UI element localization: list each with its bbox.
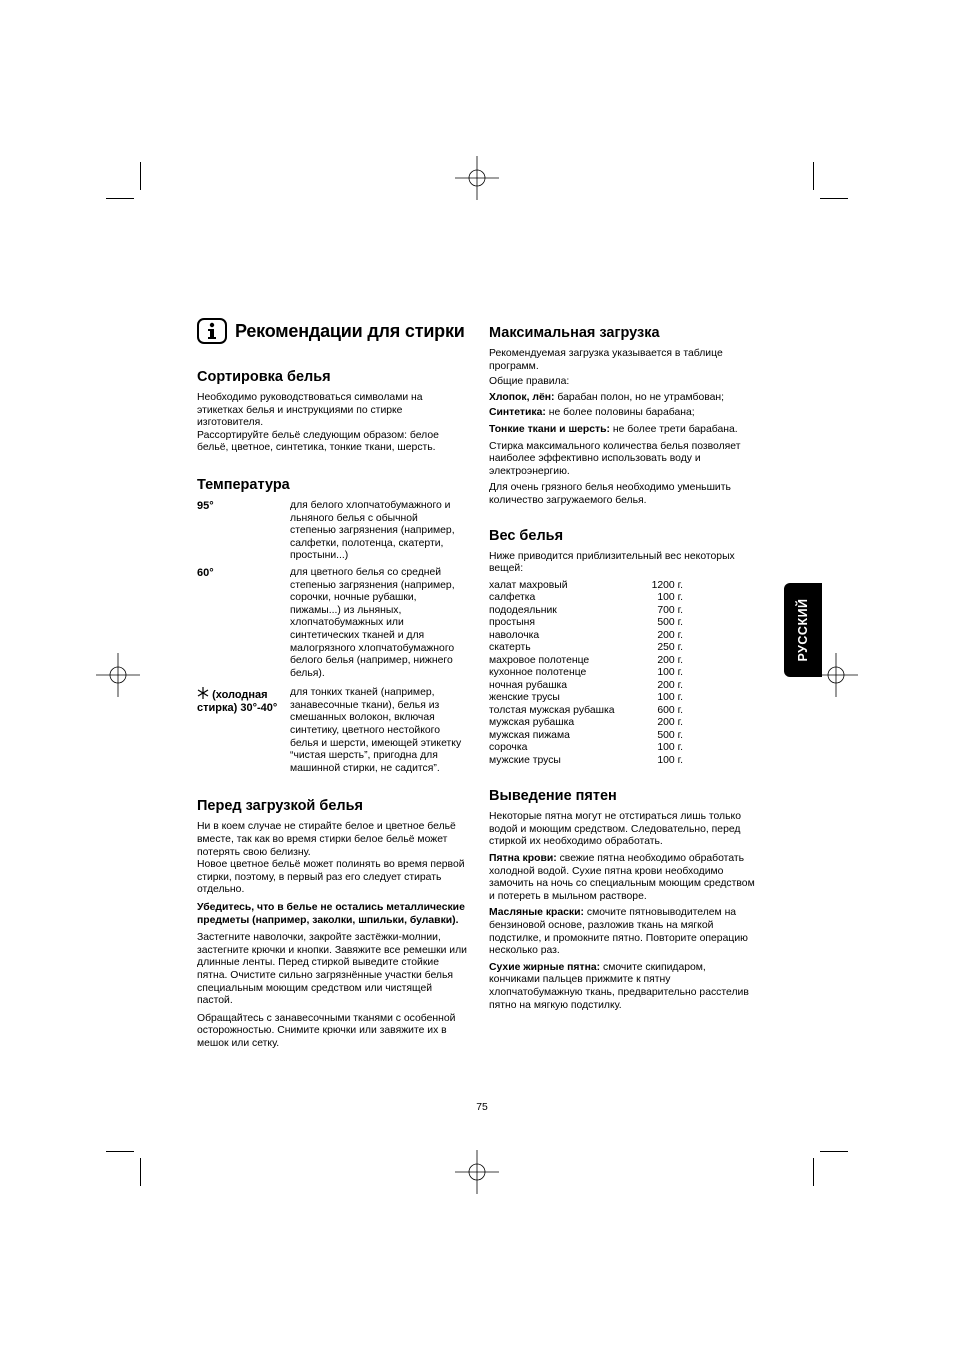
cold-wash-label: (холодная стирка) 30°-40° xyxy=(197,689,278,714)
weight-item-name: наволочка xyxy=(489,629,540,641)
stains-blood xyxy=(489,853,757,903)
weight-item-value: 500 г. xyxy=(657,729,683,741)
before-loading-paragraph: Обращайтесь с занавесочными тканями с особенной осторожностью. Снимите крючки или завяжите их в мешок или сетку. xyxy=(197,1012,456,1049)
crop-mark xyxy=(820,1151,848,1152)
weight-item-value: 200 г. xyxy=(657,717,683,729)
crop-mark xyxy=(106,1151,134,1152)
section-heading-weight: Вес белья xyxy=(489,527,564,544)
weight-item-value: 100 г. xyxy=(657,692,683,704)
weight-item-name: пододеяльник xyxy=(489,604,557,616)
language-tab-label: РУССКИЙ xyxy=(796,598,810,662)
weight-item-value: 200 г. xyxy=(657,629,683,641)
weight-row xyxy=(489,667,683,680)
stains-grease xyxy=(489,962,757,1012)
temperature-row xyxy=(197,500,467,563)
weight-item-name: толстая мужская рубашка xyxy=(489,704,615,716)
before-loading-paragraph: Ни в коем случае не стирайте белое и цветное бельё вместе, так как во время стирки белое бельё может потерять свою белизну. xyxy=(197,821,456,858)
stain-term: Сухие жирные пятна: xyxy=(489,961,601,973)
section-heading-temperature: Температура xyxy=(197,476,290,493)
weight-item-name: ночная рубашка xyxy=(489,679,568,691)
weight-item-name: халат махровый xyxy=(489,579,568,591)
temperature-description: для белого хлопчатобумажного и льняного белья с обычной степенью загрязнения (например, салфетки, полотенца, скатерти, простыни...) xyxy=(290,499,455,562)
section-heading-sorting: Сортировка белья xyxy=(197,369,331,385)
section-heading-max-load: Максимальная загрузка xyxy=(489,325,660,341)
max-load-rule xyxy=(489,392,757,405)
stains-paragraph: Некоторые пятна могут не отстираться лишь только водой и моющим средством. Следовательно, перед стиркой их необходимо обработать. xyxy=(489,811,741,848)
weight-item-name: мужская пижама xyxy=(489,729,570,741)
before-loading-paragraph: Застегните наволочки, закройте застёжки-молнии, застегните крючки и кнопки. Завяжите все ремешки или длинные ленты. Перед стиркой выведите стойкие пятна. Очистите сильно загрязнённые участки белья специальным моющим средством или чистящей пастой. xyxy=(197,932,467,1007)
max-load-paragraph: Стирка максимального количества белья позволяет наиболее эффективно использовать воду и электроэнергию. xyxy=(489,440,741,477)
max-load-rule-term: Хлопок, лён: xyxy=(489,391,555,403)
crop-mark xyxy=(813,1158,814,1186)
weight-row xyxy=(489,580,683,593)
weight-row xyxy=(489,630,683,643)
weight-row xyxy=(489,605,683,618)
weight-item-value: 200 г. xyxy=(657,679,683,691)
weight-row xyxy=(489,742,683,755)
right-column xyxy=(489,324,757,1012)
temperature-label-cold xyxy=(197,687,290,775)
weight-item-name: сорочка xyxy=(489,742,528,754)
weight-item-value: 500 г. xyxy=(657,617,683,629)
weight-item-name: женские трусы xyxy=(489,692,560,704)
crop-mark xyxy=(820,198,848,199)
temperature-label: 95° xyxy=(197,499,214,512)
sorting-paragraph: Необходимо руководствоваться символами на этикетках белья и инструкциями по стирке изготовителя. xyxy=(197,392,423,429)
crop-mark xyxy=(106,198,134,199)
temperature-label: 60° xyxy=(197,566,214,579)
stains-paint xyxy=(489,907,757,957)
max-load-rule-term: Тонкие ткани и шерсть: xyxy=(489,423,610,435)
max-load-rule-text: не более трети барабана. xyxy=(609,423,738,435)
weight-item-value: 100 г. xyxy=(657,592,683,604)
weight-row xyxy=(489,717,683,730)
left-column xyxy=(197,318,467,1051)
section-heading-stains: Выведение пятен xyxy=(489,788,617,805)
page-title: Рекомендации для стирки xyxy=(235,321,465,341)
before-loading-warning: Убедитесь, что в белье не остались металлические предметы (например, заколки, шпильки, булавки). xyxy=(197,902,465,926)
language-tab xyxy=(784,583,822,677)
weight-row xyxy=(489,617,683,630)
page-number: 75 xyxy=(476,1102,488,1113)
weight-item-name: мужские трусы xyxy=(489,754,561,766)
crop-mark xyxy=(140,162,141,190)
max-load-paragraph: Для очень грязного белья необходимо уменьшить количество загружаемого белья. xyxy=(489,482,731,506)
max-load-rule xyxy=(489,407,757,420)
weight-item-value: 100 г. xyxy=(657,742,683,754)
registration-mark-icon xyxy=(455,156,499,200)
before-loading-paragraph: Новое цветное бельё может полинять во время первой стирки, поэтому, в первый раз его следует стирать отдельно. xyxy=(197,859,465,896)
weight-row xyxy=(489,680,683,693)
snowflake-icon xyxy=(197,687,209,699)
weight-item-value: 700 г. xyxy=(657,604,683,616)
crop-mark xyxy=(140,1158,141,1186)
weight-row xyxy=(489,705,683,718)
weight-item-value: 600 г. xyxy=(657,704,683,716)
weight-item-name: кухонное полотенце xyxy=(489,667,587,679)
info-icon xyxy=(197,318,227,344)
max-load-paragraph: Общие правила: xyxy=(489,376,570,388)
weight-intro: Ниже приводится приблизительный вес некоторых вещей: xyxy=(489,550,735,575)
weight-item-name: скатерть xyxy=(489,642,531,654)
weight-item-name: простыня xyxy=(489,617,535,629)
weight-item-value: 100 г. xyxy=(657,754,683,766)
weight-item-value: 250 г. xyxy=(657,642,683,654)
weight-row xyxy=(489,730,683,743)
stain-term: Пятна крови: xyxy=(489,853,557,864)
max-load-rule-text: не более половины барабана; xyxy=(545,407,695,419)
weight-table xyxy=(489,580,683,768)
crop-mark xyxy=(813,162,814,190)
weight-row xyxy=(489,655,683,668)
weight-item-value: 200 г. xyxy=(657,654,683,666)
section-heading-before-loading: Перед загрузкой белья xyxy=(197,798,363,815)
registration-mark-icon xyxy=(455,1150,499,1194)
weight-row xyxy=(489,642,683,655)
stain-term: Масляные краски: xyxy=(489,907,584,919)
page-header xyxy=(197,318,467,344)
weight-item-name: махровое полотенце xyxy=(489,654,590,666)
registration-mark-icon xyxy=(96,653,140,697)
weight-item-name: мужская рубашка xyxy=(489,717,575,729)
max-load-rule xyxy=(489,424,757,437)
temperature-description: для тонких тканей (например, занавесочные ткани), белья из смешанных волокон, включая синтетику, цветного нестойкого белья и шерсти, имеющей этикетку “чистая шерсть”, пригодна для машинной стирки, не садится”. xyxy=(290,687,462,774)
sorting-paragraph: Рассортируйте бельё следующим образом: белое бельё, цветное, синтетика, тонкие ткани, шерсть. xyxy=(197,429,439,454)
weight-item-name: салфетка xyxy=(489,592,536,604)
temperature-row xyxy=(197,687,467,775)
weight-item-value: 1200 г. xyxy=(651,579,683,591)
stain-text: смочите пятновыводителем на бензиновой основе, разложив ткань на мягкой подстилке, и промокните пятно. Повторите операцию несколько раз. xyxy=(489,907,748,957)
weight-row xyxy=(489,692,683,705)
stain-text: свежие пятна необходимо обработать холодной водой. Сухие пятна крови необходимо замочить на ночь со специальным моющим средством и потереть в мыльном растворе. xyxy=(489,853,755,902)
max-load-rule-term: Синтетика: xyxy=(489,407,546,419)
weight-row xyxy=(489,755,683,768)
weight-item-value: 100 г. xyxy=(657,667,683,679)
stain-text: смочите скипидаром, кончиками пальцев прижмите к пятну хлопчатобумажную ткань, предварительно расстелив пятно на мягкую подстилку. xyxy=(489,961,749,1011)
temperature-description: для цветного белья со средней степенью загрязнения (например, сорочки, ночные рубашки, пижамы...) из льняных, хлопчатобумажных или синтетических тканей и для малогрязного хлопчатобумажного белого белья (например, нижнего белья). xyxy=(290,566,455,679)
weight-row xyxy=(489,592,683,605)
max-load-rule-text: барабан полон, но не утрамбован; xyxy=(554,391,725,403)
max-load-paragraph: Рекомендуемая загрузка указывается в таблице программ. xyxy=(489,348,723,372)
temperature-row xyxy=(197,567,467,680)
